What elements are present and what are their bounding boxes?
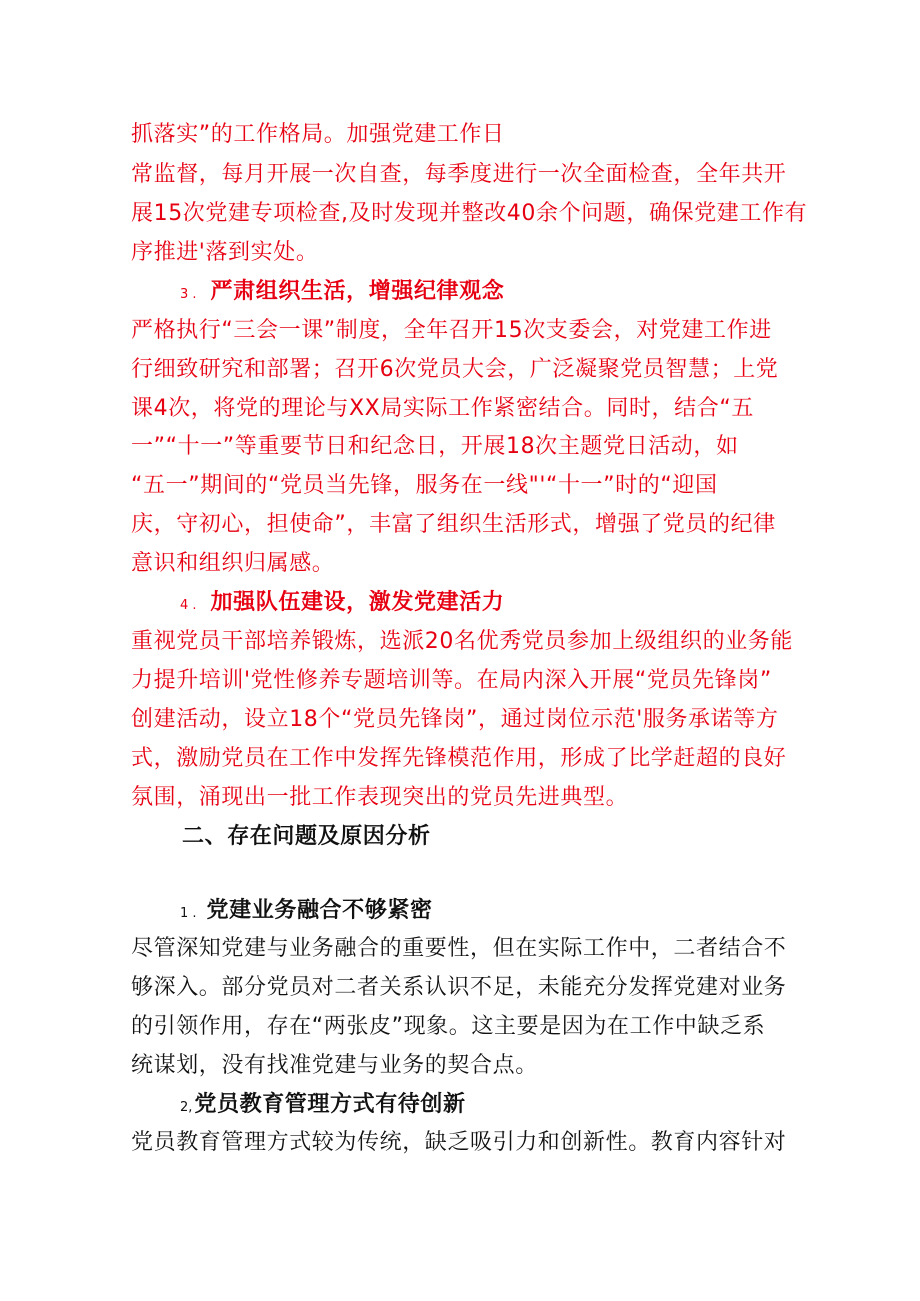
problem-2-number: 2, <box>180 1100 193 1115</box>
paragraph-line: 力提升培训'党性修养专题培训等。在局内深入开展“党员先锋岗” <box>131 668 772 693</box>
problem-1-title: 党建业务融合不够紧密 <box>206 898 433 923</box>
section-3-number: 3 . <box>180 287 197 302</box>
paragraph-line: 式，激励党员在工作中发挥先锋模范作用，形成了比学赶超的良好 <box>131 746 787 771</box>
paragraph-line: 一”“十一”等重要节日和纪念日，开展18次主题党日活动，如 <box>131 434 739 459</box>
paragraph-line: 课4次，将党的理论与XX局实际工作紧密结合。同时，结合“五 <box>131 396 754 421</box>
paragraph-line: 严格执行“三会一课”制度，全年召开15次支委会，对党建工作进 <box>131 318 772 343</box>
paragraph-line: 创建活动，设立18个“党员先锋岗”，通过岗位示范'服务承诺等方 <box>131 707 779 732</box>
paragraph-line: 氛围，涌现出一批工作表现突出的党员先进典型。 <box>131 785 629 810</box>
paragraph-line: 重视党员干部培养锻炼，选派20名优秀党员参加上级组织的业务能 <box>131 629 793 654</box>
section-3-heading <box>180 277 504 310</box>
paragraph-line: 展15次党建专项检查,及时发现并整改40余个问题，确保党建工作有 <box>131 201 808 226</box>
paragraph-line: 常监督，每月开展一次自查，每季度进行一次全面检查，全年共开 <box>131 162 787 187</box>
paragraph-line: 够深入。部分党员对二者关系认识不足，未能充分发挥党建对业务 <box>131 975 787 1000</box>
paragraph-line: 党员教育管理方式较为传统，缺乏吸引力和创新性。教育内容针对 <box>131 1130 787 1155</box>
paragraph-line: 尽管深知党建与业务融合的重要性，但在实际工作中，二者结合不 <box>131 936 787 961</box>
section-3-title: 严肃组织生活，增强纪律观念 <box>210 279 505 304</box>
problem-1-heading <box>180 896 433 929</box>
problem-1-number: 1 . <box>180 906 197 921</box>
section-4-number: 4 . <box>180 598 197 613</box>
paragraph-line: “五一”期间的“党员当先锋，服务在一线"'“十一”时的“迎国 <box>131 473 718 498</box>
part-2-heading: 二、存在问题及原因分析 <box>182 824 431 849</box>
paragraph-line: 的引领作用，存在“两张皮”现象。这主要是因为在工作中缺乏系 <box>131 1014 766 1039</box>
paragraph-line: 意识和组织归属感。 <box>131 551 335 576</box>
paragraph-line: 序推进'落到实处。 <box>131 240 319 265</box>
paragraph-line: 庆，守初心，担使命”，丰富了组织生活形式，增强了党员的纪律 <box>131 512 776 537</box>
paragraph-line: 统谋划，没有找准党建与业务的契合点。 <box>131 1053 538 1078</box>
section-4-title: 加强队伍建设，激发党建活力 <box>210 590 505 615</box>
paragraph-line: 抓落实”的工作格局。加强党建工作日 <box>131 122 505 147</box>
paragraph-line: 行细致研究和部署；召开6次党员大会，广泛凝聚党员智慧；上党 <box>131 357 779 382</box>
problem-2-heading <box>180 1090 466 1123</box>
section-4-heading <box>180 588 504 621</box>
problem-2-title: 党员教育管理方式有待创新 <box>194 1092 466 1117</box>
